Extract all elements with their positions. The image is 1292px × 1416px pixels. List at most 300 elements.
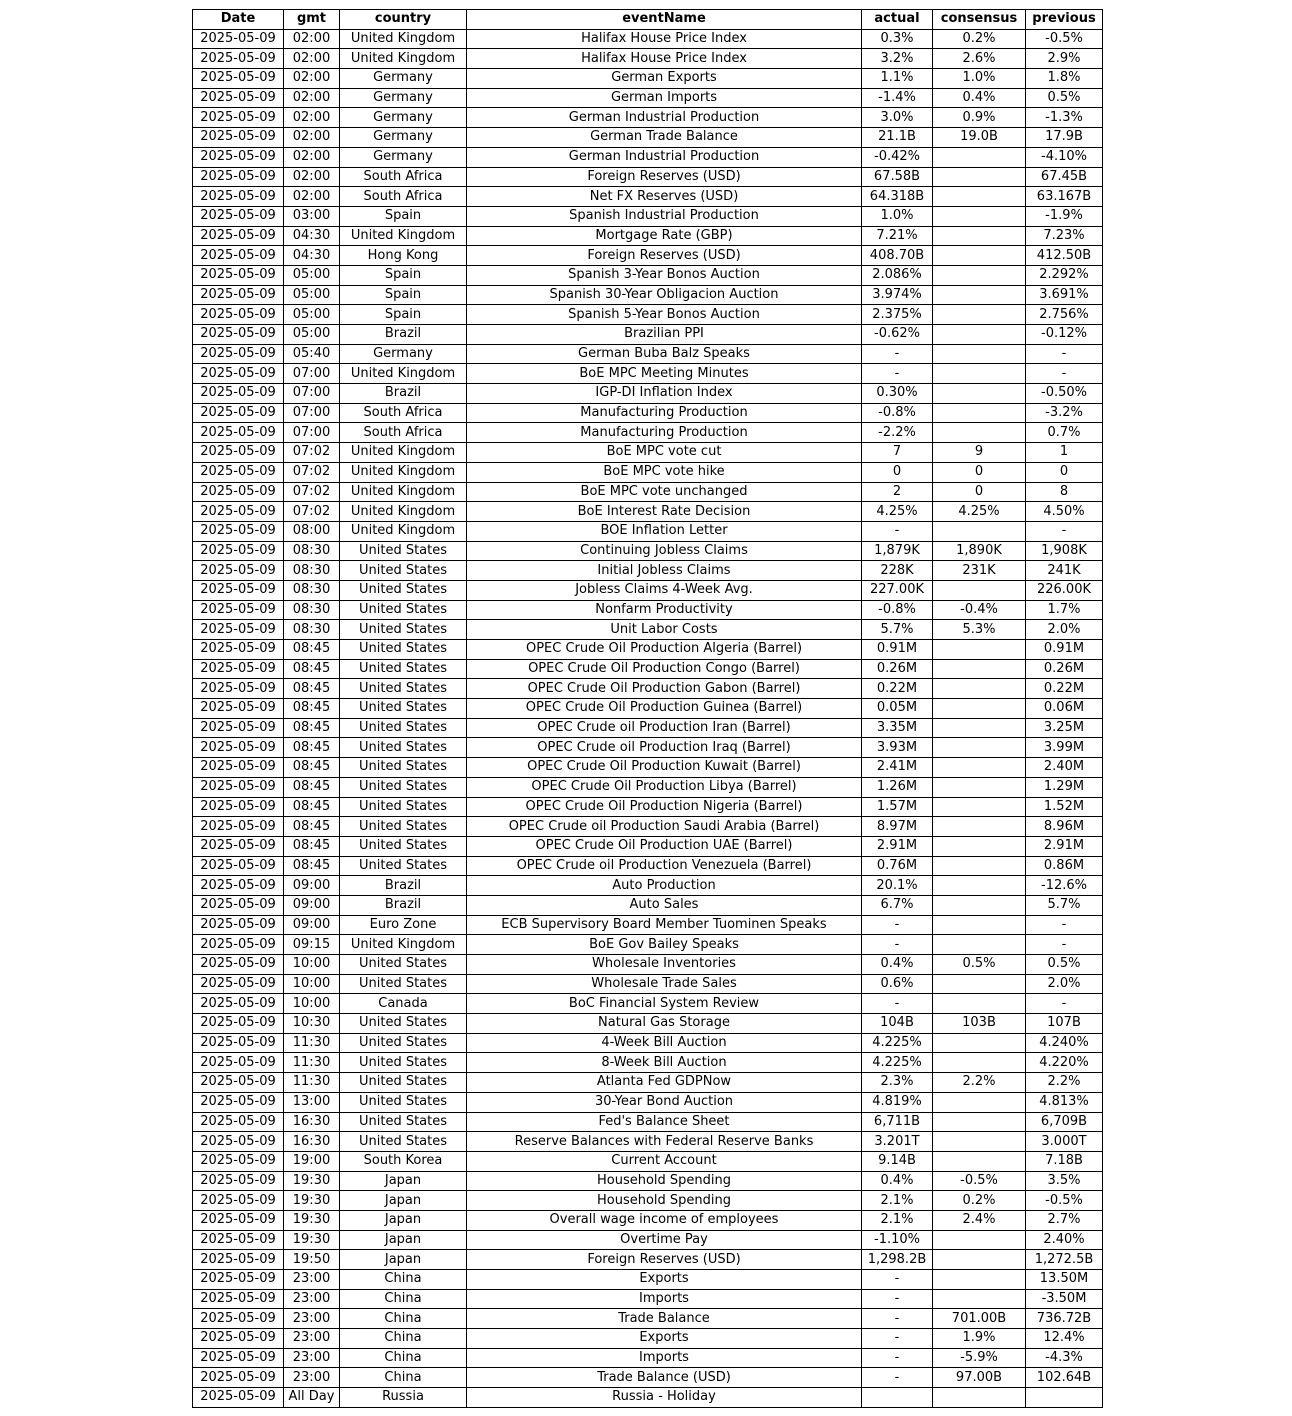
date-cell: 2025-05-09 bbox=[193, 285, 284, 305]
table-row bbox=[193, 285, 1103, 305]
event-name-cell: Auto Sales bbox=[467, 895, 862, 915]
event-name-cell: Nonfarm Productivity bbox=[467, 600, 862, 620]
country-cell: United States bbox=[340, 1112, 467, 1132]
country-cell: Canada bbox=[340, 994, 467, 1014]
consensus-cell bbox=[933, 305, 1026, 325]
consensus-cell bbox=[933, 679, 1026, 699]
country-cell: China bbox=[340, 1309, 467, 1329]
consensus-cell: 0.2% bbox=[933, 1191, 1026, 1211]
table-row bbox=[193, 561, 1103, 581]
date-cell: 2025-05-09 bbox=[193, 817, 284, 837]
country-cell: Germany bbox=[340, 147, 467, 167]
actual-cell: -0.62% bbox=[862, 325, 933, 345]
actual-cell bbox=[862, 1388, 933, 1408]
actual-cell: 67.58B bbox=[862, 167, 933, 187]
previous-cell: 67.45B bbox=[1026, 167, 1103, 187]
table-row bbox=[193, 265, 1103, 285]
previous-cell: -0.5% bbox=[1026, 29, 1103, 49]
gmt-cell: 05:00 bbox=[284, 305, 340, 325]
date-cell: 2025-05-09 bbox=[193, 1230, 284, 1250]
table-row bbox=[193, 88, 1103, 108]
previous-cell: 1.7% bbox=[1026, 600, 1103, 620]
previous-cell: 0.7% bbox=[1026, 423, 1103, 443]
actual-cell: 21.1B bbox=[862, 128, 933, 148]
previous-cell: 8 bbox=[1026, 482, 1103, 502]
previous-cell: 17.9B bbox=[1026, 128, 1103, 148]
event-name-cell: BoE MPC vote unchanged bbox=[467, 482, 862, 502]
gmt-cell: 11:30 bbox=[284, 1033, 340, 1053]
actual-cell: 0.22M bbox=[862, 679, 933, 699]
previous-cell: 2.7% bbox=[1026, 1210, 1103, 1230]
event-name-cell: BoC Financial System Review bbox=[467, 994, 862, 1014]
gmt-cell: 11:30 bbox=[284, 1073, 340, 1093]
actual-cell: 0.4% bbox=[862, 1171, 933, 1191]
country-cell: United States bbox=[340, 856, 467, 876]
consensus-cell bbox=[933, 1033, 1026, 1053]
previous-cell: -3.50M bbox=[1026, 1289, 1103, 1309]
consensus-cell bbox=[933, 187, 1026, 207]
event-name-cell: OPEC Crude Oil Production Nigeria (Barrel) bbox=[467, 797, 862, 817]
consensus-cell: 5.3% bbox=[933, 620, 1026, 640]
event-name-cell: BOE Inflation Letter bbox=[467, 521, 862, 541]
date-cell: 2025-05-09 bbox=[193, 679, 284, 699]
event-name-cell: OPEC Crude Oil Production Algeria (Barrel) bbox=[467, 640, 862, 660]
table-row bbox=[193, 1053, 1103, 1073]
previous-cell: 1 bbox=[1026, 443, 1103, 463]
previous-cell: 1,908K bbox=[1026, 541, 1103, 561]
date-cell: 2025-05-09 bbox=[193, 206, 284, 226]
consensus-cell: 2.4% bbox=[933, 1210, 1026, 1230]
date-cell: 2025-05-09 bbox=[193, 167, 284, 187]
actual-cell: -0.8% bbox=[862, 600, 933, 620]
event-name-cell: German Buba Balz Speaks bbox=[467, 344, 862, 364]
previous-cell: 0.26M bbox=[1026, 659, 1103, 679]
country-cell: Spain bbox=[340, 285, 467, 305]
header-previous: previous bbox=[1026, 10, 1103, 30]
gmt-cell: 08:45 bbox=[284, 797, 340, 817]
actual-cell: 9.14B bbox=[862, 1151, 933, 1171]
consensus-cell: 701.00B bbox=[933, 1309, 1026, 1329]
table-row bbox=[193, 974, 1103, 994]
actual-cell: 2.375% bbox=[862, 305, 933, 325]
consensus-cell: 9 bbox=[933, 443, 1026, 463]
header-gmt: gmt bbox=[284, 10, 340, 30]
table-row bbox=[193, 1014, 1103, 1034]
actual-cell: 3.35M bbox=[862, 718, 933, 738]
country-cell: Russia bbox=[340, 1388, 467, 1408]
previous-cell: - bbox=[1026, 364, 1103, 384]
gmt-cell: 09:00 bbox=[284, 876, 340, 896]
table-row bbox=[193, 246, 1103, 266]
gmt-cell: 02:00 bbox=[284, 187, 340, 207]
date-cell: 2025-05-09 bbox=[193, 974, 284, 994]
table-row bbox=[193, 836, 1103, 856]
event-name-cell: OPEC Crude Oil Production Congo (Barrel) bbox=[467, 659, 862, 679]
gmt-cell: 19:30 bbox=[284, 1230, 340, 1250]
event-name-cell: Russia - Holiday bbox=[467, 1388, 862, 1408]
event-name-cell: Wholesale Inventories bbox=[467, 955, 862, 975]
date-cell: 2025-05-09 bbox=[193, 1073, 284, 1093]
header-consensus: consensus bbox=[933, 10, 1026, 30]
actual-cell: 3.974% bbox=[862, 285, 933, 305]
country-cell: United States bbox=[340, 640, 467, 660]
date-cell: 2025-05-09 bbox=[193, 305, 284, 325]
country-cell: Japan bbox=[340, 1230, 467, 1250]
event-name-cell: Manufacturing Production bbox=[467, 403, 862, 423]
consensus-cell: 97.00B bbox=[933, 1368, 1026, 1388]
date-cell: 2025-05-09 bbox=[193, 344, 284, 364]
consensus-cell: 0 bbox=[933, 462, 1026, 482]
actual-cell: 1.26M bbox=[862, 777, 933, 797]
gmt-cell: 08:45 bbox=[284, 699, 340, 719]
actual-cell: 5.7% bbox=[862, 620, 933, 640]
actual-cell: -1.10% bbox=[862, 1230, 933, 1250]
table-row bbox=[193, 147, 1103, 167]
consensus-cell bbox=[933, 1289, 1026, 1309]
table-row bbox=[193, 1073, 1103, 1093]
event-name-cell: Mortgage Rate (GBP) bbox=[467, 226, 862, 246]
table-row bbox=[193, 541, 1103, 561]
previous-cell: 736.72B bbox=[1026, 1309, 1103, 1329]
table-row bbox=[193, 1388, 1103, 1408]
event-name-cell: OPEC Crude Oil Production Guinea (Barrel) bbox=[467, 699, 862, 719]
country-cell: Germany bbox=[340, 108, 467, 128]
gmt-cell: 08:45 bbox=[284, 640, 340, 660]
consensus-cell bbox=[933, 777, 1026, 797]
event-name-cell: Unit Labor Costs bbox=[467, 620, 862, 640]
gmt-cell: 08:45 bbox=[284, 758, 340, 778]
consensus-cell bbox=[933, 1230, 1026, 1250]
event-name-cell: BoE MPC vote hike bbox=[467, 462, 862, 482]
consensus-cell: -5.9% bbox=[933, 1348, 1026, 1368]
country-cell: South Africa bbox=[340, 167, 467, 187]
previous-cell: - bbox=[1026, 935, 1103, 955]
table-row bbox=[193, 620, 1103, 640]
previous-cell: 412.50B bbox=[1026, 246, 1103, 266]
country-cell: United States bbox=[340, 580, 467, 600]
country-cell: South Africa bbox=[340, 403, 467, 423]
date-cell: 2025-05-09 bbox=[193, 659, 284, 679]
event-name-cell: Spanish 3-Year Bonos Auction bbox=[467, 265, 862, 285]
country-cell: Japan bbox=[340, 1191, 467, 1211]
date-cell: 2025-05-09 bbox=[193, 443, 284, 463]
date-cell: 2025-05-09 bbox=[193, 1210, 284, 1230]
country-cell: Spain bbox=[340, 206, 467, 226]
date-cell: 2025-05-09 bbox=[193, 1309, 284, 1329]
event-name-cell: OPEC Crude Oil Production UAE (Barrel) bbox=[467, 836, 862, 856]
gmt-cell: 19:00 bbox=[284, 1151, 340, 1171]
country-cell: United States bbox=[340, 1033, 467, 1053]
consensus-cell bbox=[933, 226, 1026, 246]
consensus-cell bbox=[933, 1092, 1026, 1112]
country-cell: Japan bbox=[340, 1250, 467, 1270]
date-cell: 2025-05-09 bbox=[193, 265, 284, 285]
event-name-cell: IGP-DI Inflation Index bbox=[467, 384, 862, 404]
previous-cell: 2.756% bbox=[1026, 305, 1103, 325]
previous-cell: 2.292% bbox=[1026, 265, 1103, 285]
event-name-cell: Exports bbox=[467, 1270, 862, 1290]
table-row bbox=[193, 325, 1103, 345]
consensus-cell bbox=[933, 915, 1026, 935]
consensus-cell bbox=[933, 876, 1026, 896]
table-row bbox=[193, 108, 1103, 128]
event-name-cell: German Trade Balance bbox=[467, 128, 862, 148]
table-row bbox=[193, 502, 1103, 522]
consensus-cell bbox=[933, 856, 1026, 876]
table-row bbox=[193, 206, 1103, 226]
table-row bbox=[193, 384, 1103, 404]
consensus-cell bbox=[933, 1053, 1026, 1073]
actual-cell: 3.0% bbox=[862, 108, 933, 128]
gmt-cell: 07:02 bbox=[284, 502, 340, 522]
gmt-cell: 16:30 bbox=[284, 1112, 340, 1132]
table-row bbox=[193, 856, 1103, 876]
previous-cell: 3.691% bbox=[1026, 285, 1103, 305]
country-cell: United States bbox=[340, 974, 467, 994]
table-row bbox=[193, 1132, 1103, 1152]
consensus-cell bbox=[933, 817, 1026, 837]
consensus-cell bbox=[933, 718, 1026, 738]
header-date: Date bbox=[193, 10, 284, 30]
actual-cell: 6,711B bbox=[862, 1112, 933, 1132]
country-cell: United States bbox=[340, 777, 467, 797]
date-cell: 2025-05-09 bbox=[193, 600, 284, 620]
previous-cell: -0.5% bbox=[1026, 1191, 1103, 1211]
event-name-cell: Auto Production bbox=[467, 876, 862, 896]
actual-cell: 4.25% bbox=[862, 502, 933, 522]
gmt-cell: 09:15 bbox=[284, 935, 340, 955]
date-cell: 2025-05-09 bbox=[193, 1033, 284, 1053]
gmt-cell: 02:00 bbox=[284, 147, 340, 167]
consensus-cell bbox=[933, 758, 1026, 778]
date-cell: 2025-05-09 bbox=[193, 1014, 284, 1034]
gmt-cell: 19:50 bbox=[284, 1250, 340, 1270]
date-cell: 2025-05-09 bbox=[193, 699, 284, 719]
date-cell: 2025-05-09 bbox=[193, 935, 284, 955]
gmt-cell: 02:00 bbox=[284, 29, 340, 49]
country-cell: United States bbox=[340, 738, 467, 758]
gmt-cell: 09:00 bbox=[284, 895, 340, 915]
consensus-cell: 0 bbox=[933, 482, 1026, 502]
country-cell: United States bbox=[340, 1132, 467, 1152]
table-row bbox=[193, 187, 1103, 207]
date-cell: 2025-05-09 bbox=[193, 994, 284, 1014]
previous-cell: -12.6% bbox=[1026, 876, 1103, 896]
consensus-cell bbox=[933, 1388, 1026, 1408]
date-cell: 2025-05-09 bbox=[193, 1151, 284, 1171]
date-cell: 2025-05-09 bbox=[193, 49, 284, 69]
consensus-cell: 19.0B bbox=[933, 128, 1026, 148]
previous-cell: 0.86M bbox=[1026, 856, 1103, 876]
event-name-cell: BoE MPC Meeting Minutes bbox=[467, 364, 862, 384]
event-name-cell: Wholesale Trade Sales bbox=[467, 974, 862, 994]
table-row bbox=[193, 1230, 1103, 1250]
event-name-cell: Brazilian PPI bbox=[467, 325, 862, 345]
consensus-cell: 0.5% bbox=[933, 955, 1026, 975]
table-row bbox=[193, 521, 1103, 541]
previous-cell: 2.91M bbox=[1026, 836, 1103, 856]
actual-cell: -1.4% bbox=[862, 88, 933, 108]
consensus-cell bbox=[933, 738, 1026, 758]
event-name-cell: Household Spending bbox=[467, 1171, 862, 1191]
consensus-cell bbox=[933, 325, 1026, 345]
actual-cell: 2.91M bbox=[862, 836, 933, 856]
gmt-cell: 05:00 bbox=[284, 285, 340, 305]
event-name-cell: Current Account bbox=[467, 1151, 862, 1171]
country-cell: United States bbox=[340, 659, 467, 679]
event-name-cell: Halifax House Price Index bbox=[467, 49, 862, 69]
actual-cell: - bbox=[862, 1368, 933, 1388]
table-row bbox=[193, 226, 1103, 246]
gmt-cell: 05:40 bbox=[284, 344, 340, 364]
actual-cell: 2.3% bbox=[862, 1073, 933, 1093]
date-cell: 2025-05-09 bbox=[193, 758, 284, 778]
table-row bbox=[193, 1092, 1103, 1112]
table-row bbox=[193, 1348, 1103, 1368]
previous-cell: 2.0% bbox=[1026, 620, 1103, 640]
consensus-cell: 2.6% bbox=[933, 49, 1026, 69]
previous-cell: 3.99M bbox=[1026, 738, 1103, 758]
country-cell: Hong Kong bbox=[340, 246, 467, 266]
date-cell: 2025-05-09 bbox=[193, 1250, 284, 1270]
event-name-cell: Jobless Claims 4-Week Avg. bbox=[467, 580, 862, 600]
date-cell: 2025-05-09 bbox=[193, 797, 284, 817]
date-cell: 2025-05-09 bbox=[193, 187, 284, 207]
country-cell: United States bbox=[340, 718, 467, 738]
date-cell: 2025-05-09 bbox=[193, 128, 284, 148]
table-row bbox=[193, 1171, 1103, 1191]
actual-cell: 0.05M bbox=[862, 699, 933, 719]
actual-cell: 20.1% bbox=[862, 876, 933, 896]
date-cell: 2025-05-09 bbox=[193, 620, 284, 640]
country-cell: United States bbox=[340, 620, 467, 640]
table-row bbox=[193, 994, 1103, 1014]
country-cell: Brazil bbox=[340, 325, 467, 345]
gmt-cell: 05:00 bbox=[284, 325, 340, 345]
previous-cell: - bbox=[1026, 915, 1103, 935]
gmt-cell: 02:00 bbox=[284, 88, 340, 108]
previous-cell: -1.3% bbox=[1026, 108, 1103, 128]
country-cell: United Kingdom bbox=[340, 462, 467, 482]
gmt-cell: 08:45 bbox=[284, 836, 340, 856]
event-name-cell: 8-Week Bill Auction bbox=[467, 1053, 862, 1073]
country-cell: United States bbox=[340, 541, 467, 561]
gmt-cell: 07:00 bbox=[284, 403, 340, 423]
consensus-cell: 4.25% bbox=[933, 502, 1026, 522]
table-row bbox=[193, 482, 1103, 502]
gmt-cell: 11:30 bbox=[284, 1053, 340, 1073]
date-cell: 2025-05-09 bbox=[193, 1388, 284, 1408]
gmt-cell: 19:30 bbox=[284, 1210, 340, 1230]
actual-cell: - bbox=[862, 1270, 933, 1290]
consensus-cell: -0.5% bbox=[933, 1171, 1026, 1191]
country-cell: Brazil bbox=[340, 384, 467, 404]
event-name-cell: Natural Gas Storage bbox=[467, 1014, 862, 1034]
consensus-cell bbox=[933, 935, 1026, 955]
previous-cell: 63.167B bbox=[1026, 187, 1103, 207]
previous-cell: - bbox=[1026, 994, 1103, 1014]
event-name-cell: ECB Supervisory Board Member Tuominen Speaks bbox=[467, 915, 862, 935]
gmt-cell: 07:02 bbox=[284, 482, 340, 502]
consensus-cell: 103B bbox=[933, 1014, 1026, 1034]
previous-cell: 13.50M bbox=[1026, 1270, 1103, 1290]
table-row bbox=[193, 777, 1103, 797]
date-cell: 2025-05-09 bbox=[193, 364, 284, 384]
event-name-cell: Household Spending bbox=[467, 1191, 862, 1211]
table-row bbox=[193, 49, 1103, 69]
header-event-name: eventName bbox=[467, 10, 862, 30]
gmt-cell: 23:00 bbox=[284, 1270, 340, 1290]
previous-cell: 1.29M bbox=[1026, 777, 1103, 797]
consensus-cell bbox=[933, 265, 1026, 285]
date-cell: 2025-05-09 bbox=[193, 108, 284, 128]
actual-cell: 2.1% bbox=[862, 1191, 933, 1211]
previous-cell bbox=[1026, 1388, 1103, 1408]
consensus-cell bbox=[933, 206, 1026, 226]
gmt-cell: 08:00 bbox=[284, 521, 340, 541]
consensus-cell: 1,890K bbox=[933, 541, 1026, 561]
table-row bbox=[193, 403, 1103, 423]
table-row bbox=[193, 1270, 1103, 1290]
table-row bbox=[193, 817, 1103, 837]
gmt-cell: 10:00 bbox=[284, 994, 340, 1014]
date-cell: 2025-05-09 bbox=[193, 1171, 284, 1191]
country-cell: United Kingdom bbox=[340, 502, 467, 522]
table-row bbox=[193, 659, 1103, 679]
consensus-cell bbox=[933, 1132, 1026, 1152]
gmt-cell: 08:30 bbox=[284, 580, 340, 600]
actual-cell: 0.4% bbox=[862, 955, 933, 975]
gmt-cell: 08:45 bbox=[284, 659, 340, 679]
actual-cell: 2.1% bbox=[862, 1210, 933, 1230]
country-cell: United States bbox=[340, 600, 467, 620]
event-name-cell: Spanish Industrial Production bbox=[467, 206, 862, 226]
consensus-cell bbox=[933, 974, 1026, 994]
table-row bbox=[193, 1210, 1103, 1230]
country-cell: United States bbox=[340, 817, 467, 837]
gmt-cell: 08:30 bbox=[284, 600, 340, 620]
date-cell: 2025-05-09 bbox=[193, 246, 284, 266]
actual-cell: - bbox=[862, 1309, 933, 1329]
consensus-cell: 231K bbox=[933, 561, 1026, 581]
table-row bbox=[193, 364, 1103, 384]
date-cell: 2025-05-09 bbox=[193, 88, 284, 108]
table-row bbox=[193, 1329, 1103, 1349]
gmt-cell: 23:00 bbox=[284, 1368, 340, 1388]
country-cell: Germany bbox=[340, 128, 467, 148]
event-name-cell: BoE Interest Rate Decision bbox=[467, 502, 862, 522]
event-name-cell: Foreign Reserves (USD) bbox=[467, 246, 862, 266]
table-row bbox=[193, 29, 1103, 49]
country-cell: United States bbox=[340, 955, 467, 975]
previous-cell: 2.2% bbox=[1026, 1073, 1103, 1093]
date-cell: 2025-05-09 bbox=[193, 580, 284, 600]
date-cell: 2025-05-09 bbox=[193, 29, 284, 49]
date-cell: 2025-05-09 bbox=[193, 482, 284, 502]
gmt-cell: 07:00 bbox=[284, 423, 340, 443]
previous-cell: 241K bbox=[1026, 561, 1103, 581]
date-cell: 2025-05-09 bbox=[193, 561, 284, 581]
actual-cell: 0 bbox=[862, 462, 933, 482]
table-row bbox=[193, 1151, 1103, 1171]
country-cell: United States bbox=[340, 1014, 467, 1034]
actual-cell: - bbox=[862, 1289, 933, 1309]
actual-cell: 6.7% bbox=[862, 895, 933, 915]
country-cell: United Kingdom bbox=[340, 364, 467, 384]
table-row bbox=[193, 305, 1103, 325]
country-cell: Euro Zone bbox=[340, 915, 467, 935]
table-row bbox=[193, 69, 1103, 89]
